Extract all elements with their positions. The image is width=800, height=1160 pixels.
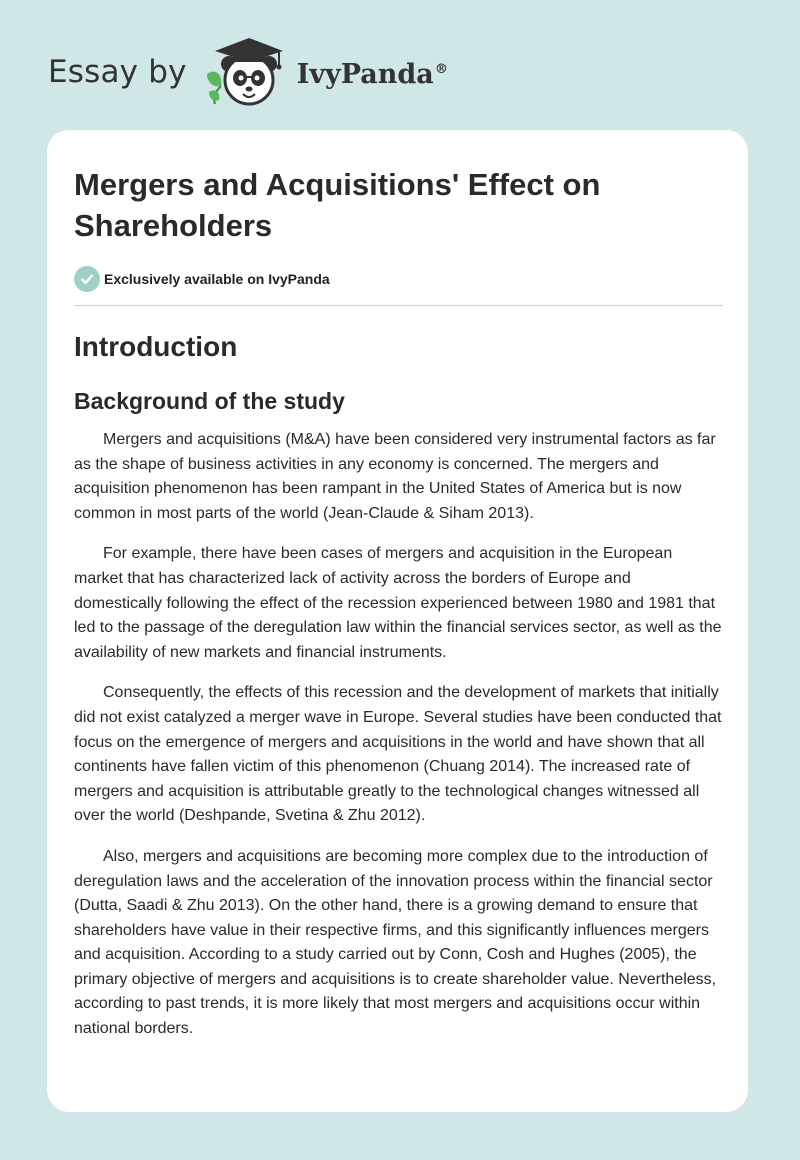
title-divider (74, 305, 723, 306)
check-icon (74, 266, 100, 292)
exclusive-badge (74, 266, 723, 292)
article-card (47, 130, 748, 1112)
brand-header[interactable] (48, 34, 448, 110)
article-title: Mergers and Acquisitions' Effect on Shareholders (74, 167, 601, 243)
paragraph: For example, there have been cases of mergers and acquisition in the European market that has characterized lack of activity across the borders of Europe and domestically following the effect of the recession experienced between 1980 and 1981 that led to the passage of the deregulation law within the financial services sector, as well as the availability of new markets and financial instruments. (74, 545, 722, 661)
brand-prefix: Essay by (48, 54, 187, 90)
brand-name: IvyPanda® (296, 58, 448, 90)
registered-mark: ® (434, 61, 448, 77)
exclusive-badge-text: Exclusively available on IvyPanda (104, 271, 330, 287)
paragraph: Also, mergers and acquisitions are becoming more complex due to the introduction of deregulation laws and the acceleration of the innovation process within the financial sector (Dutta, Saadi & Zhu 2013). On the other hand, there is a growing demand to ensure that shareholders have value in their respective firms, and this significantly influences mergers and acquisition. According to a study carried out by Conn, Cosh and Hughes (2005), the primary objective of mergers and acquisitions is to create shareholder value. Nevertheless, according to past trends, it is more likely that most mergers and acquisitions occur within national borders. (74, 847, 717, 1038)
subsection-heading: Background of the study (74, 388, 345, 414)
panda-graduate-icon (201, 34, 293, 110)
section-heading: Introduction (74, 331, 238, 362)
paragraph: Mergers and acquisitions (M&A) have been considered very instrumental factors as far as the shape of business activities in any economy is concerned. The mergers and acquisition phenomenon has been rampant in the United States of America but is now common in most parts of the world (Jean-Claude & Siham 2013). (74, 431, 716, 522)
article-content (74, 164, 723, 1058)
article-body (74, 428, 723, 1042)
paragraph: Consequently, the effects of this recession and the development of markets that initially did not exist catalyzed a merger wave in Europe. Several studies have been conducted that focus on the emergence of mergers and acquisitions in the world and have shown that all continents have fallen victim of this phenomenon (Chuang 2014). The increased rate of mergers and acquisition is attributable greatly to the technological changes witnessed all over the world (Deshpande, Svetina & Zhu 2012). (74, 684, 722, 825)
